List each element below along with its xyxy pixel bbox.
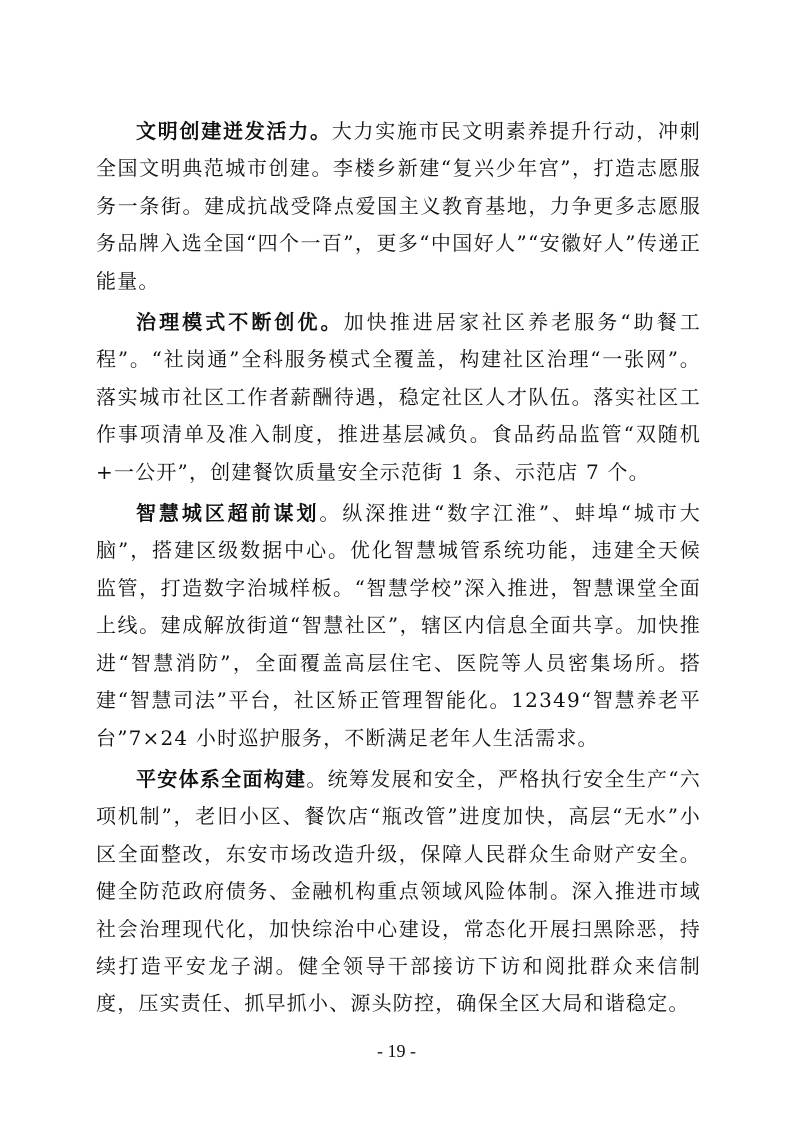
paragraph-body: 。纵深推进“数字江淮”、蚌埠“城市大脑”，搭建区级数据中心。优化智慧城管系统功能，违建全天候监管，打造数字治城样板。“智慧学校”深入推进，智慧课堂全面上线。建成解放街道“智慧社区”，辖区内信息全面共享。加快推进“智慧消防”，全面覆盖高层住宅、医院等人员密集场所。搭建“智慧司法”平台，社区矫正管理智能化。12349“智慧养老平台”7×24 小时巡护服务，不断满足老年人生活需求。 — [96, 501, 701, 750]
paragraph-smart-district — [96, 495, 701, 757]
paragraph-safety-system — [96, 761, 701, 1023]
paragraph-body: 大力实施市民文明素养提升行动，冲刺全国文明典范城市创建。李楼乡新建“复兴少年宫”，打造志愿服务一条街。建成抗战受降点爱国主义教育基地，力争更多志愿服务品牌入选全国“四个一百”，更多“中国好人”“安徽好人”传递正能量。 — [96, 119, 701, 293]
paragraph-heading: 治理模式不断创优。 — [136, 310, 344, 335]
paragraph-heading: 智慧城区超前谋划 — [136, 501, 320, 526]
paragraph-body: 。统筹发展和安全，严格执行安全生产“六项机制”，老旧小区、餐饮店“瓶改管”进度加快，高层“无水”小区全面整改，东安市场改造升级，保障人民群众生命财产安全。健全防范政府债务、金融机构重点领域风险体制。深入推进市域社会治理现代化，加快综治中心建设，常态化开展扫黑除恶，持续打造平安龙子湖。健全领导干部接访下访和阅批群众来信制度，压实责任、抓早抓小、源头防控，确保全区大局和谐稳定。 — [96, 766, 701, 1016]
page-number: - 19 - — [377, 1041, 416, 1061]
document-page — [96, 113, 701, 1027]
paragraph-heading: 文明创建迸发活力。 — [136, 119, 332, 143]
paragraph-governance — [96, 304, 701, 491]
paragraph-heading: 平安体系全面构建 — [136, 766, 307, 791]
paragraph-body: 加快推进居家社区养老服务“助餐工程”。“社岗通”全科服务模式全覆盖，构建社区治理“一张网”。落实城市社区工作者薪酬待遇，稳定社区人才队伍。落实社区工作事项清单及准入制度，推进基层减负。食品药品监管“双随机+一公开”，创建餐饮质量安全示范街 1 条、示范店 7 个。 — [96, 310, 701, 484]
paragraph-civilization — [96, 113, 701, 300]
